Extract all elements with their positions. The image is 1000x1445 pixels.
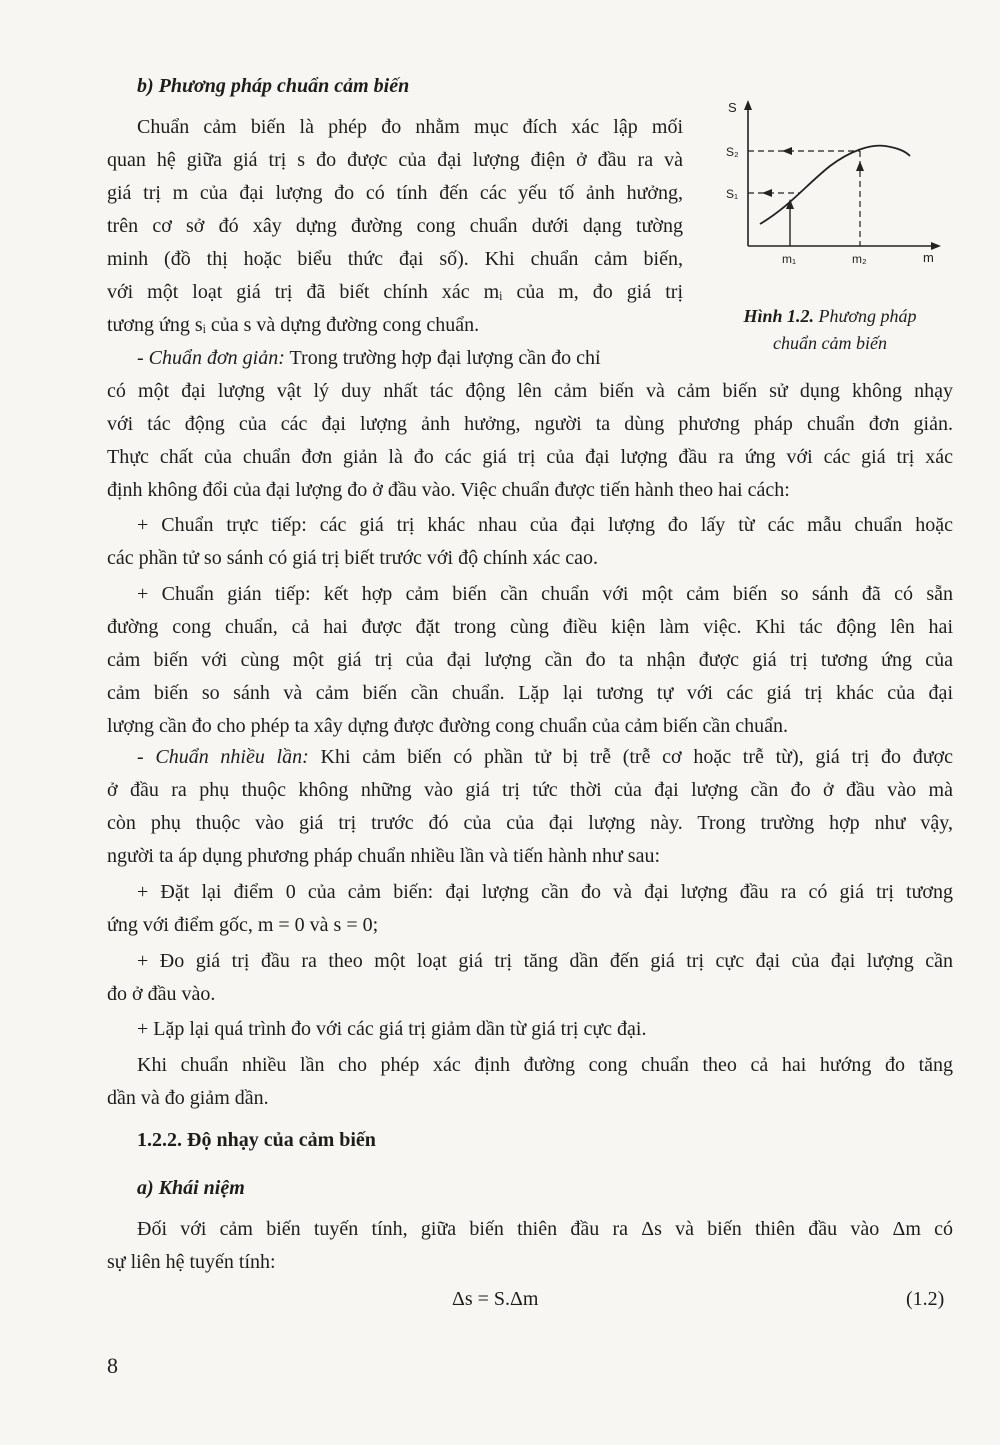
p1-line: Chuẩn cảm biến là phép đo nhằm mục đích xác lập mối xyxy=(137,116,683,138)
m2-arrow xyxy=(856,161,864,171)
y-axis-arrow xyxy=(744,100,752,110)
m2-label: m₂ xyxy=(852,252,867,266)
multi-line: người ta áp dụng phương pháp chuẩn nhiều lần và tiến hành như sau: xyxy=(107,845,660,867)
x-label: m xyxy=(923,250,934,265)
x-axis-arrow xyxy=(931,242,941,250)
simple-line: định không đổi của đại lượng đo ở đầu vào. Việc chuẩn được tiến hành theo hai cách: xyxy=(107,479,790,501)
indirect-line: lượng cần đo cho phép ta xây dựng được đường cong chuẩn của cảm biến cần chuẩn. xyxy=(107,715,788,737)
equation: Δs = S.Δm xyxy=(452,1288,539,1310)
figure-caption xyxy=(715,303,945,329)
m1-label: m₁ xyxy=(782,252,797,266)
p1-line: minh (đồ thị hoặc biểu thức đại số). Khi chuẩn cảm biến, xyxy=(107,248,683,270)
indirect-line: cảm biến với cùng một giá trị của đại lượng cần đo ta nhận được giá trị tương ứng của xyxy=(107,649,953,671)
calibration-curve xyxy=(760,146,910,224)
multi-first-line xyxy=(137,743,953,771)
direct-line: + Chuẩn trực tiếp: các giá trị khác nhau của đại lượng đo lấy từ các mẫu chuẩn hoặc xyxy=(137,514,953,536)
p1-line: quan hệ giữa giá trị s đo được của đại lượng điện ở đầu ra và xyxy=(107,149,683,171)
caption-line2: chuẩn cảm biến xyxy=(773,333,887,353)
y-label: S xyxy=(728,100,737,115)
figure-caption-line2 xyxy=(715,330,945,356)
simple-label: - Chuẩn đơn giản: xyxy=(137,347,285,369)
step2-line: + Đo giá trị đầu ra theo một loạt giá trị tăng dần đến giá trị cực đại của đại lượng cần xyxy=(137,950,953,972)
step1-line: ứng với điểm gốc, m = 0 và s = 0; xyxy=(107,914,379,936)
conclusion-line: Khi chuẩn nhiều lần cho phép xác định đường cong chuẩn theo cả hai hướng đo tăng xyxy=(137,1054,953,1076)
direct-line: các phần tử so sánh có giá trị biết trước với độ chính xác cao. xyxy=(107,547,599,569)
multi-line: còn phụ thuộc vào giá trị trước đó của của đại lượng này. Trong trường hợp như vậy, xyxy=(107,812,953,834)
s2-arrow xyxy=(782,147,792,155)
indirect-line: đường cong chuẩn, cả hai được đặt trong cùng điều kiện làm việc. Khi tác động lên hai xyxy=(107,616,953,638)
multi-line: ở đầu ra phụ thuộc không những vào giá trị tức thời của đại lượng cần đo ở đầu vào mà xyxy=(107,779,953,801)
simple-line: với tác động của các đại lượng ảnh hưởng, người ta dùng phương pháp chuẩn đơn giản. xyxy=(107,413,953,435)
p1-line: giá trị m của đại lượng đo có tính đến các yếu tố ảnh hưởng, xyxy=(107,182,683,204)
concept-line: Đối với cảm biến tuyến tính, giữa biến thiên đầu ra Δs và biến thiên đầu vào Δm có xyxy=(137,1218,953,1240)
caption-rest: Phương pháp xyxy=(818,306,917,326)
simple-line: có một đại lượng vật lý duy nhất tác động lên cảm biến và cảm biến sử dụng không nhạy xyxy=(107,380,953,402)
s1-arrow xyxy=(762,189,772,197)
p1-line: với một loạt giá trị đã biết chính xác mᵢ của m, đo giá trị xyxy=(107,281,683,303)
p1-line: tương ứng sᵢ của s và dựng đường cong chuẩn. xyxy=(107,314,480,336)
indirect-line: cảm biến so sánh và cảm biến cần chuẩn. Lặp lại tương tự với các giá trị khác của đại xyxy=(107,682,953,704)
step3-line: + Lặp lại quá trình đo với các giá trị giảm dần từ giá trị cực đại. xyxy=(137,1018,647,1040)
concept-line: sự liên hệ tuyến tính: xyxy=(107,1251,276,1273)
multi-first: Khi cảm biến có phần tử bị trễ (trễ cơ hoặc trễ từ), giá trị đo được xyxy=(320,746,954,768)
indirect-line: + Chuẩn gián tiếp: kết hợp cảm biến cần chuẩn với một cảm biến so sánh đã có sẵn xyxy=(137,583,953,605)
step1-line: + Đặt lại điểm 0 của cảm biến: đại lượng cần đo và đại lượng đầu ra có giá trị tương xyxy=(137,881,953,903)
conclusion-line: dần và đo giảm dần. xyxy=(107,1087,269,1109)
calibration-curve-figure xyxy=(720,96,950,271)
section-b-heading: b) Phương pháp chuẩn cảm biến xyxy=(137,75,410,97)
step2-line: đo ở đầu vào. xyxy=(107,983,216,1005)
equation-number: (1.2) xyxy=(906,1288,945,1310)
simple-line: Thực chất của chuẩn đơn giản là đo các giá trị của đại lượng đầu ra ứng với các giá trị xác xyxy=(107,446,953,468)
section-a-heading: a) Khái niệm xyxy=(137,1177,245,1199)
caption-bold: Hình 1.2. xyxy=(743,306,815,326)
section-122-heading: 1.2.2. Độ nhạy của cảm biến xyxy=(137,1129,376,1151)
s2-label: S₂ xyxy=(726,145,739,159)
s1-label: S₁ xyxy=(726,187,739,201)
p1-line: trên cơ sở đó xây dựng đường cong chuẩn dưới dạng tường xyxy=(107,215,683,237)
page-number: 8 xyxy=(107,1353,118,1378)
simple-first-line xyxy=(137,344,683,372)
multi-label: - Chuẩn nhiều lần: xyxy=(137,746,309,768)
simple-first: Trong trường hợp đại lượng cần đo chỉ xyxy=(289,347,601,369)
